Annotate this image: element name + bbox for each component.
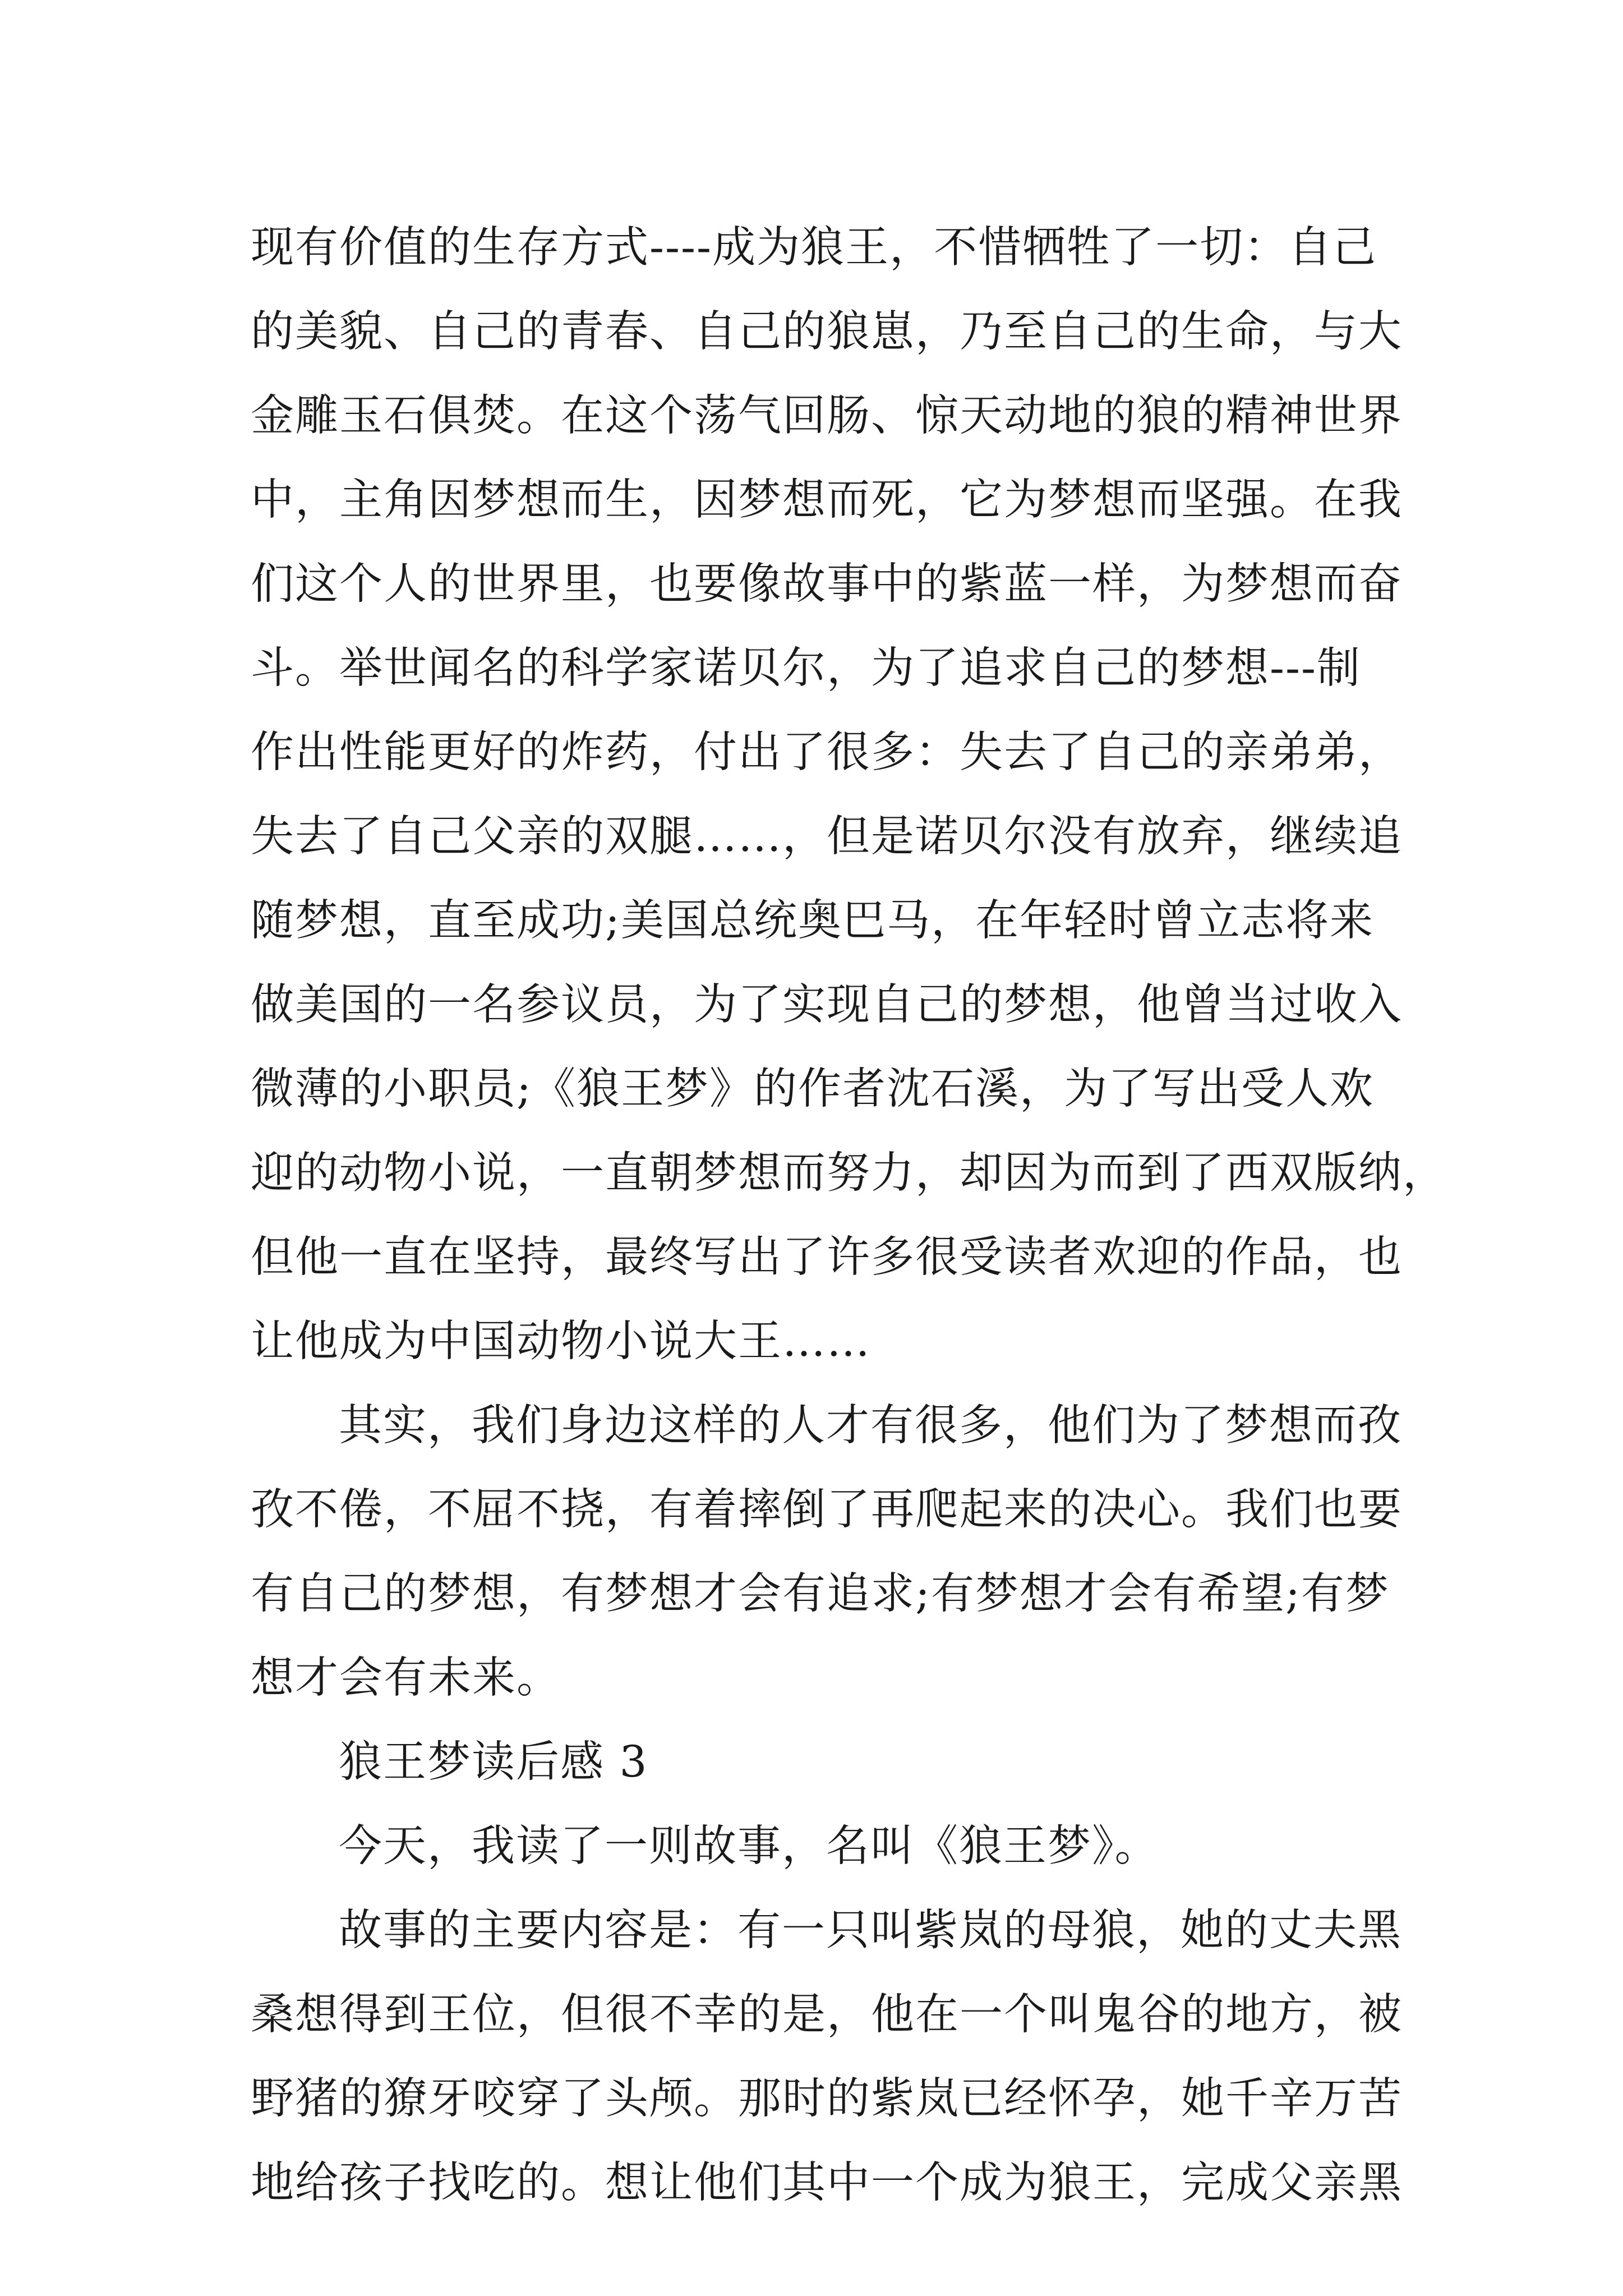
text-line: 迎的动物小说，一直朝梦想而努力，却因为而到了西双版纳， (251, 1148, 1447, 1198)
text-line: 孜不倦，不屈不挠，有着摔倒了再爬起来的决心。我们也要 (251, 1485, 1403, 1535)
text-line: 有自己的梦想，有梦想才会有追求;有梦想才会有希望;有梦 (251, 1569, 1390, 1619)
text-line: 但他一直在坚持，最终写出了许多很受读者欢迎的作品，也 (251, 1232, 1403, 1282)
paragraph-first-line: 其实，我们身边这样的人才有很多，他们为了梦想而孜 (339, 1401, 1402, 1451)
text-line: 做美国的一名参议员，为了实现自己的梦想，他曾当过收入 (251, 980, 1403, 1030)
text-line: 微薄的小职员;《狼王梦》的作者沈石溪，为了写出受人欢 (251, 1064, 1374, 1114)
text-line: 的美貌、自己的青春、自己的狼崽，乃至自己的生命，与大 (251, 307, 1403, 357)
text-line: 作出性能更好的炸药，付出了很多：失去了自己的亲弟弟， (251, 728, 1403, 777)
section-heading: 狼王梦读后感 3 (339, 1737, 648, 1787)
text-line: 让他成为中国动物小说大王…… (251, 1317, 871, 1366)
text-line: 金雕玉石俱焚。在这个荡气回肠、惊天动地的狼的精神世界 (251, 391, 1403, 441)
paragraph-first-line: 今天，我读了一则故事，名叫《狼王梦》。 (339, 1821, 1159, 1871)
text-line: 想才会有未来。 (251, 1653, 561, 1703)
text-line: 地给孩子找吃的。想让他们其中一个成为狼王，完成父亲黑 (251, 2158, 1403, 2208)
text-line: 中，主角因梦想而生，因梦想而死，它为梦想而坚强。在我 (251, 475, 1403, 525)
text-line: 失去了自己父亲的双腿……，但是诺贝尔没有放弃，继续追 (251, 812, 1403, 862)
text-line: 野猪的獠牙咬穿了头颅。那时的紫岚已经怀孕，她千辛万苦 (251, 2074, 1403, 2124)
text-line: 们这个人的世界里，也要像故事中的紫蓝一样，为梦想而奋 (251, 559, 1403, 609)
text-line: 桑想得到王位，但很不幸的是，他在一个叫鬼谷的地方，被 (251, 1990, 1403, 2040)
paragraph-first-line: 故事的主要内容是：有一只叫紫岚的母狼，她的丈夫黑 (339, 1906, 1402, 1955)
text-line: 现有价值的生存方式----成为狼王，不惜牺牲了一切：自己 (251, 223, 1377, 273)
text-line: 随梦想，直至成功;美国总统奥巴马，在年轻时曾立志将来 (251, 896, 1374, 946)
text-line: 斗。举世闻名的科学家诺贝尔，为了追求自己的梦想---制 (251, 643, 1362, 693)
